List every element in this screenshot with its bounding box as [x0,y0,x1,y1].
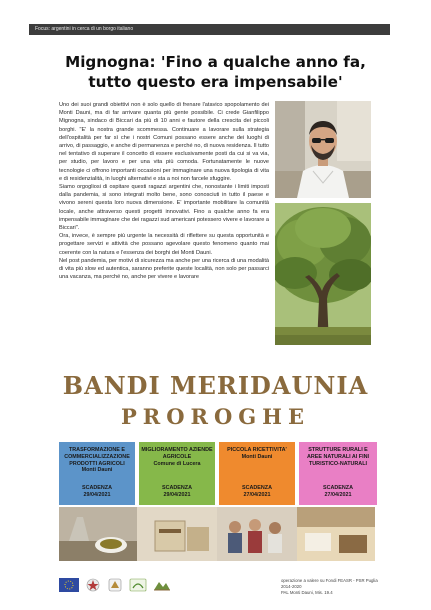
meridaunia-logo [153,578,171,592]
package-illustration [137,507,217,561]
footer-line-1: operazione a valere su Fondi FEASR - PSR Puglia 2014-2020 [281,578,378,589]
footer-funding-text [281,578,381,596]
article-paragraph: Ora, invece, è sempre più urgente la necessità di riflettere su questa opportunità e progettare servizi e attività che possano agevolare questo fenomeno quanto mai coerente con la natura e l'essenza dei borghi dei Monti Dauni. [59,233,269,256]
italy-emblem-logo [85,578,101,592]
bando-box-ricettivita [219,442,295,505]
deadline-label: SCADENZA [162,485,192,491]
tree-illustration [275,203,371,345]
headline-line-2: tutto questo era impensabile' [88,73,343,91]
article-paragraph: Uno dei suoi grandi obiettivi non è solo quello di frenare l'atavico spopolamento dei Monti Dauni, ma di far arrivare quanta più gente possibile. Ci crede Gianfilippo Mignogna, sindaco di Biccari da più di 10 anni e fautore della crescita dei piccoli borghi. "E' la nostra grande scommessa. Continuare a lavorare sulla strategia dell'ospitalità per far sì che i nostri Comuni possano essere anche dei luoghi di arrivo, di passaggio, e anche di permanenza e perché no, di nuova residenza. Il tutto nel tentativo di superare il concetto di essere esclusivamente posti da cui si va via, per studio, per lavoro e per una vita più comoda. Fortunatamente le nuove tecnologie ci offrono importanti occasioni per immaginare una nuova tipologia di vita e di residenzialità, in luoghi alternativi e sta a noi non farcele sfuggire. [59,102,269,182]
deadline-label: SCADENZA [323,485,353,491]
bando-name: MIGLIORAMENTO AZIENDE AGRICOLE [141,447,213,460]
article-body [59,101,269,281]
bandi-deadline-boxes [59,442,375,505]
bando-name: STRUTTURE RURALI E AREE NATURALI AI FINI TURISTICO-NATURALI [307,447,369,467]
bando-box-miglioramento [139,442,215,505]
article-headline [20,52,411,92]
interior-illustration [297,507,375,561]
deadline-date: 27/04/2021 [324,492,352,498]
deadline-date: 29/04/2021 [83,492,111,498]
strip-photo-people [217,507,297,561]
photo-strip [59,507,375,561]
region-puglia-logo [107,578,123,592]
bandi-title: BANDI MERIDAUNIA [62,371,369,400]
oak-tree-photo [275,203,371,345]
footer-line-2: PAL Monti Dauni, Mis. 19.4 [281,590,333,595]
psr-logo [129,578,147,592]
strip-photo-oil [59,507,137,561]
footer [59,565,378,595]
bando-box-trasformazione [59,442,135,505]
article-paragraph: Nel post pandemia, per motivi di sicurezza ma anche per una ricerca di una modalità di vita più slow ed autentica, saranno preferite queste località, non solo per passarci una vacanza, ma perché no, anche per vivere e lavorare [59,257,269,281]
bando-name: TRASFORMAZIONE E COMMERCIALIZZAZIONE PRODOTTI AGRICOLI [64,447,130,467]
deadline-label: SCADENZA [242,485,272,491]
bando-area: Monti Dauni [241,453,273,460]
deadline-label: SCADENZA [82,485,112,491]
mayor-portrait-photo [275,101,371,198]
deadline-date: 29/04/2021 [163,492,191,498]
bando-name: PICCOLA RICETTIVITA' [227,447,287,453]
banner-text: Focus: argentini in cerca di un borgo italiano [35,26,134,32]
bando-area: Comune di Lucera [153,460,201,467]
article-paragraph: Siamo orgogliosi di ospitare questi ragazzi argentini che, nonostante i limiti imposti dalla pandemia, si sono integrati molto bene, sono conosciuti in tutto il paese e vivono sereni questa loro nuova dimensione. E' importante mobilitare la comunità locale, anche attraverso questi progetti innovativi. Fino a qualche anno fa era impensabile immaginare che dei ragazzi sud americani potessero vivere e lavorare a Biccari". [59,184,269,232]
strip-photo-package [137,507,217,561]
headline-line-1: Mignogna: 'Fino a qualche anno fa, [65,53,366,71]
people-illustration [217,507,297,561]
proroghe-subtitle: PROROGHE [120,404,311,429]
section-banner [29,24,390,35]
deadline-date: 27/04/2021 [243,492,271,498]
bando-area: Monti Dauni [81,467,113,474]
bando-box-strutture-rurali [299,442,377,505]
eu-flag-logo [59,578,79,592]
portrait-illustration [275,101,371,198]
oil-illustration [59,507,137,561]
strip-photo-interior [297,507,375,561]
